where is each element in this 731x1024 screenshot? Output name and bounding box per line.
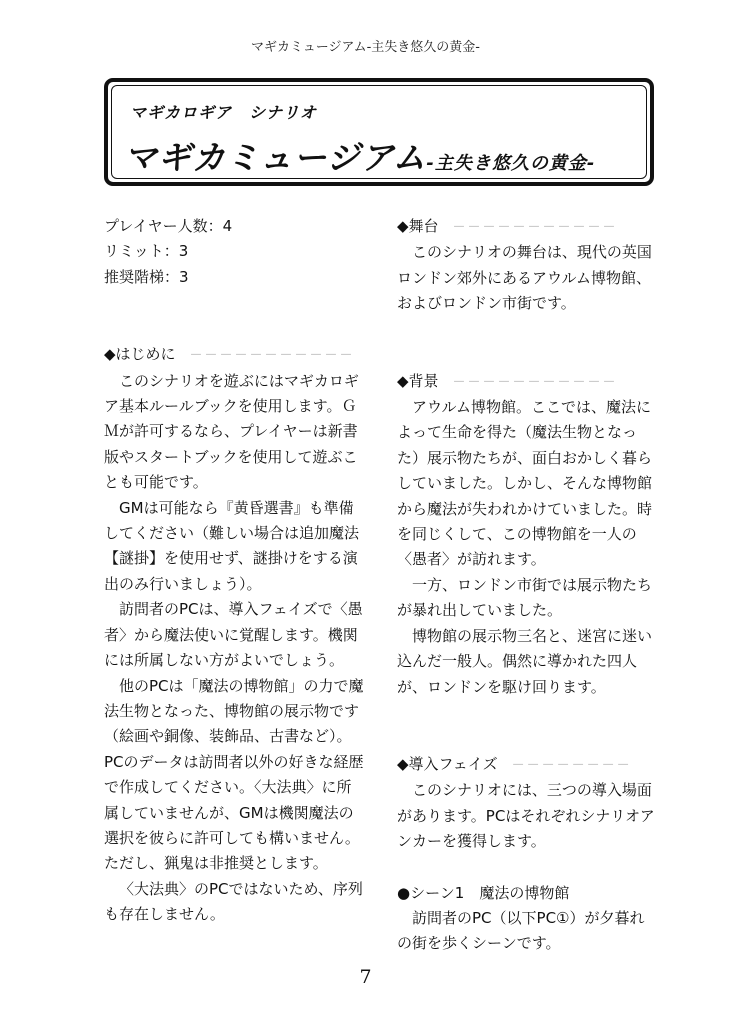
background-paragraph: アウルム博物館。ここでは、魔法によって生命を得た（魔法生物となった）展示物たちが、面白おかしく暮らしていました。しかし、そんな博物館から魔法が失われかけていました。時を同じくして、この博物館を一人の〈愚者〉が訪れます。: [397, 398, 653, 569]
scenario-title-main: マギカミュージアム: [124, 138, 427, 177]
spacer: [104, 290, 366, 342]
intro-paragraph: このシナリオを遊ぶにはマギカロギア基本ルールブックを使用します。ＧＭが許可するなら、プレイヤーは新書版やスタートブックを使用して遊ぶことも可能です。: [104, 371, 359, 492]
page-number: 7: [359, 966, 372, 988]
section-heading-text: ◆はじめに: [104, 345, 176, 364]
spacer: [397, 855, 657, 881]
stat-players: プレイヤー人数：4: [104, 217, 233, 235]
section-heading-background: [397, 369, 657, 395]
title-box: [104, 78, 654, 186]
left-column: [104, 214, 366, 928]
stat-rank: 推奨階梯：3: [104, 267, 189, 286]
scene-paragraph: 訪問者のPC（以下PC①）が夕暮れの街を歩くシーンです。: [397, 908, 645, 953]
intro-paragraph: 他のPCは「魔法の博物館」の力で魔法生物となった、博物館の展示物です（絵画や銅像、装飾品、古書など）。PCのデータは訪問者以外の好きな経歴で作成してください。〈大法典〉に所属していませんが、GMは機関魔法の選択を彼らに許可しても構いません。ただし、猟鬼は非推奨とします。: [104, 676, 364, 873]
scenario-title: [124, 132, 595, 179]
section-divider: －－－－－－－－－－－: [452, 220, 618, 235]
scene-heading: ●シーン1 魔法の博物館: [397, 883, 570, 902]
section-divider: －－－－－－－－－－－: [189, 348, 355, 364]
stat-limit: リミット：3: [104, 242, 189, 261]
intro-paragraph: 〈大法典〉のPCではないため、序列も存在しません。: [104, 879, 363, 924]
intro-phase-paragraph: このシナリオには、三つの導入場面があります。PCはそれぞれシナリオアンカーを獲得します。: [397, 781, 655, 851]
background-paragraph: 一方、ロンドン市街では展示物たちが暴れ出していました。: [397, 575, 653, 620]
scenario-title-sub: -主失き悠久の黄金-: [426, 153, 596, 174]
section-heading-text: ◆背景: [397, 371, 439, 390]
running-header: マギカミュージアム-主失き悠久の黄金-: [251, 40, 480, 55]
intro-paragraph: 訪問者のPCは、導入フェイズで〈愚者〉から魔法使いに覚醒します。機関には所属しない方がよいでしょう。: [104, 600, 363, 670]
spacer: [397, 700, 657, 752]
system-line: マギカロギア シナリオ: [130, 103, 317, 122]
section-divider: －－－－－－－－: [511, 757, 632, 773]
section-heading-stage: [397, 214, 657, 240]
right-column: [397, 214, 657, 957]
section-heading-intro: [104, 342, 366, 368]
intro-paragraph: GMは可能なら『黄昏選書』も準備してください（難しい場合は追加魔法【謎掛】を使用せず、謎掛けをする演出のみ行いましょう）。: [104, 498, 360, 593]
spacer: [397, 317, 657, 369]
section-divider: －－－－－－－－－－－: [452, 374, 618, 390]
section-heading-text: ◆舞台: [397, 217, 439, 235]
section-heading-intro-phase: [397, 752, 657, 778]
section-heading-text: ◆導入フェイズ: [397, 754, 498, 773]
background-paragraph: 博物館の展示物三名と、迷宮に迷い込んだ一般人。偶然に導かれた四人が、ロンドンを駆け回ります。: [397, 626, 653, 696]
stage-paragraph: このシナリオの舞台は、現代の英国ロンドン郊外にあるアウルム博物館、およびロンドン市街です。: [397, 243, 652, 313]
